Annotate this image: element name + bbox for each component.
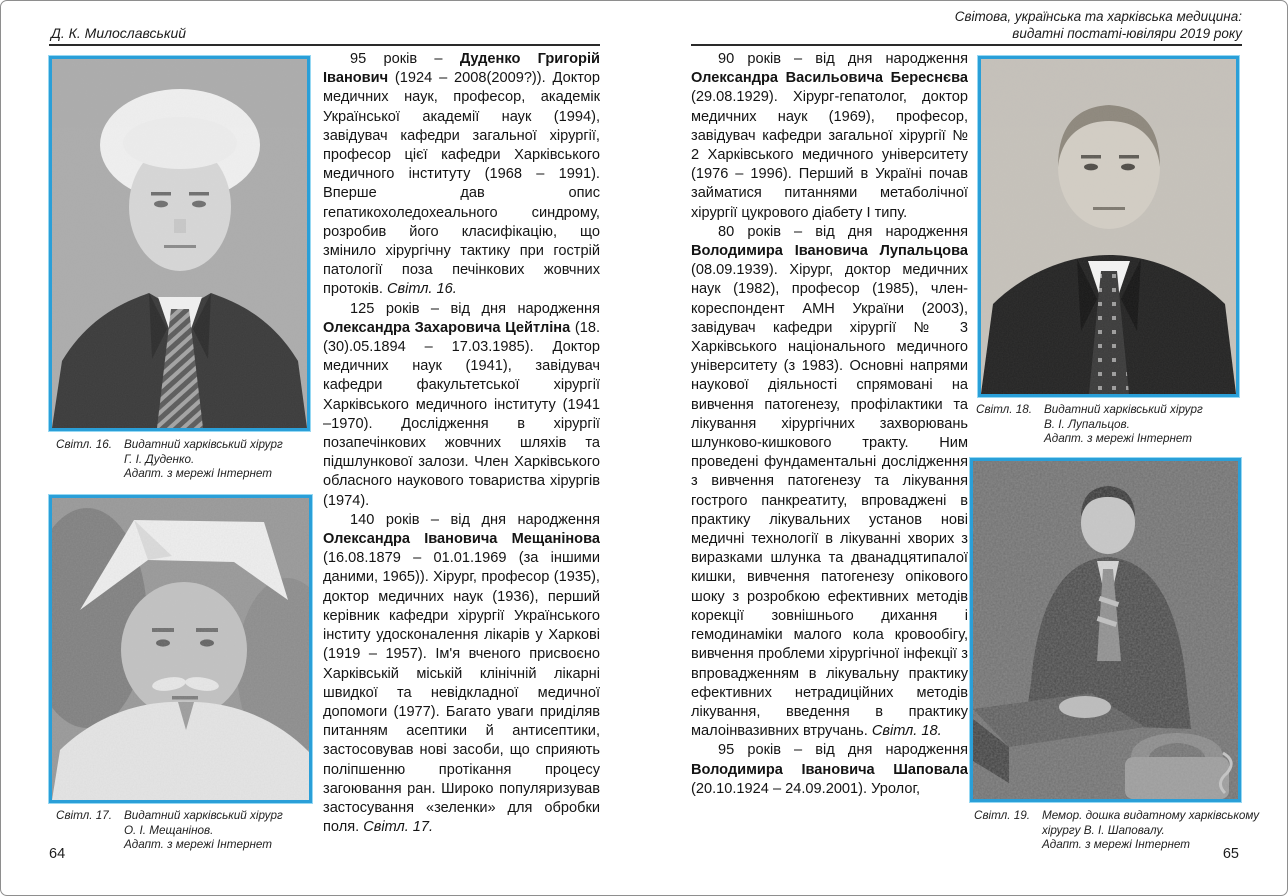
- left-text-column: [323, 50, 600, 852]
- figure-caption-17: [56, 809, 283, 853]
- right-running-header-line: Світова, українська та харківська медицина:: [954, 9, 1242, 24]
- caption-label: Світл. 19.: [974, 809, 1030, 822]
- photo-portrait-lupaltsov: [978, 56, 1239, 397]
- caption-text: [124, 809, 283, 853]
- body-paragraph: 140 років – від дня народження Олександра Івановича Мещанінова (16.08.1879 – 01.01.1969 (за іншими даними, 1965)). Хірург, професор (1935), доктор медичних наук (1936), перший керівник кафедри хірургії Українського інститу удосконалення лікарів у Харкові (1919 – 1957). Ім'я вченого присвоєно Харківській міській клінічній лікарні швидкої та невідкладної медичної допомоги (1977). Багато уваги приділяв питанням асептики й антисептики, застосовував нові засоби, що сприяють поліпшенню протікання процесу загоювання ран. Широко популяризував застосування «зеленки» для обробки поля. Світл. 17.: [323, 511, 600, 836]
- photo-portrait-meshchaninov: [49, 495, 312, 803]
- left-running-header: Д. К. Милославський: [51, 25, 187, 41]
- body-paragraph: 80 років – від дня народження Володимира Івановича Лупальцова (08.09.1939). Хірург, доктор медичних наук (1982), професор (1985), член-кореспондент АМН України (2003), завідувач кафедри хірургії № 3 Харківського національного медичного університету (з 1983). Основні напрями наукової діяльності спрямовані на вивчення патогенезу, профілактики та лікування хірургічних захворювань шлунково-кишкового тракту. Ним проведені фундаментальні дослідження з вивчення патогенезу та лікування гострого панкреатиту, впроваджені в практику лікувальних установ нові медичні технології в лікуванні хворих з виразками шлунка та дванадцятипалої кишки, вивчення патогенезу опікового шоку з розробкою ефективних методів корекції зовнішнього дихання і гемодинаміки малого кола кровообігу, вивчення проблеми хірургічної інфекції з впровадженням в лікувальну практику ефективних нетрадиційних методів лікування, введення в практику малоінвазивних втручань. Світл. 18.: [691, 223, 968, 740]
- body-paragraph: 95 років – Дуденко Григорій Іванович (1924 – 2008(2009?)). Доктор медичних наук, професор, академік Української академії наук (1994), завідувач кафедри загальної хірургії, професор цієї кафедри Харківського медичного інституту (1968 – 1991). Вперше дав опис гепатикохоледохеального синдрому, розробив його класифікацію, що змінило хірургічну тактику при гострій патології поза печінкових жовчних протоків. Світл. 16.: [323, 51, 600, 298]
- caption-line: Мемор. дошка видатному харківському: [1041, 809, 1260, 822]
- right-running-header-line: видатні постаті-ювіляри 2019 року: [1012, 26, 1242, 41]
- caption-line: Адапт. з мережі Інтернет: [1041, 838, 1191, 852]
- caption-line: хірургу В. І. Шаповалу.: [1041, 823, 1165, 837]
- left-page-number: 64: [49, 846, 66, 862]
- right-page-number: 65: [1222, 846, 1239, 862]
- caption-line: Адапт. з мережі Інтернет: [123, 838, 273, 852]
- caption-line: Видатний харківський хірург: [123, 438, 283, 451]
- caption-line: Адапт. з мережі Інтернет: [123, 467, 273, 481]
- caption-label: Світл. 18.: [976, 403, 1032, 416]
- caption-line: Видатний харківський хірург: [123, 809, 283, 822]
- caption-line: В. І. Лупальцов.: [1043, 417, 1130, 431]
- caption-line: Видатний харківський хірург: [1043, 403, 1203, 416]
- caption-text: [1044, 403, 1203, 447]
- body-paragraph: 90 років – від дня народження Олександра Васильовича Береснєва (29.08.1929). Хірург-гепатолог, доктор медичних наук (1969), професор, завідувач кафедри загальної хірургії № 2 Харківського медичного університету (1976 – 1996). Перший в Україні почав займатися питаннями метаболічної хірургії цукрового діабету I типу.: [691, 51, 968, 221]
- right-text-column: [691, 50, 968, 852]
- figure-caption-16: [56, 438, 283, 482]
- right-running-header: [691, 8, 1242, 42]
- caption-label: Світл. 17.: [56, 809, 112, 822]
- caption-label: Світл. 16.: [56, 438, 112, 451]
- caption-line: Г. І. Дуденко.: [123, 452, 195, 466]
- figure-caption-19: [974, 809, 1259, 853]
- left-header-rule: [49, 44, 600, 46]
- right-header-rule: [691, 44, 1242, 46]
- caption-line: О. І. Мещанінов.: [123, 823, 214, 837]
- caption-text: [124, 438, 283, 482]
- caption-line: Адапт. з мережі Інтернет: [1043, 432, 1193, 446]
- photo-memorial-plaque-shapoval: [970, 458, 1241, 802]
- photo-portrait-dudenko: [49, 56, 310, 431]
- body-paragraph: 125 років – від дня народження Олександра Захаровича Цейтліна (18.(30).05.1894 – 17.03.1985). Доктор медичних наук (1941), завідувач кафедри факультетської хірургії Харківського медичного інституту (1941 –1970). Дослідження в хірургії позапечінкових жовчних шляхів та підшлункової залози. Член Харківського обласного наукового товариства хірургів (1974).: [323, 300, 600, 509]
- figure-caption-18: [976, 403, 1203, 447]
- body-paragraph: 95 років – від дня народження Володимира Івановича Шаповала (20.10.1924 – 24.09.2001). Уролог,: [691, 742, 968, 797]
